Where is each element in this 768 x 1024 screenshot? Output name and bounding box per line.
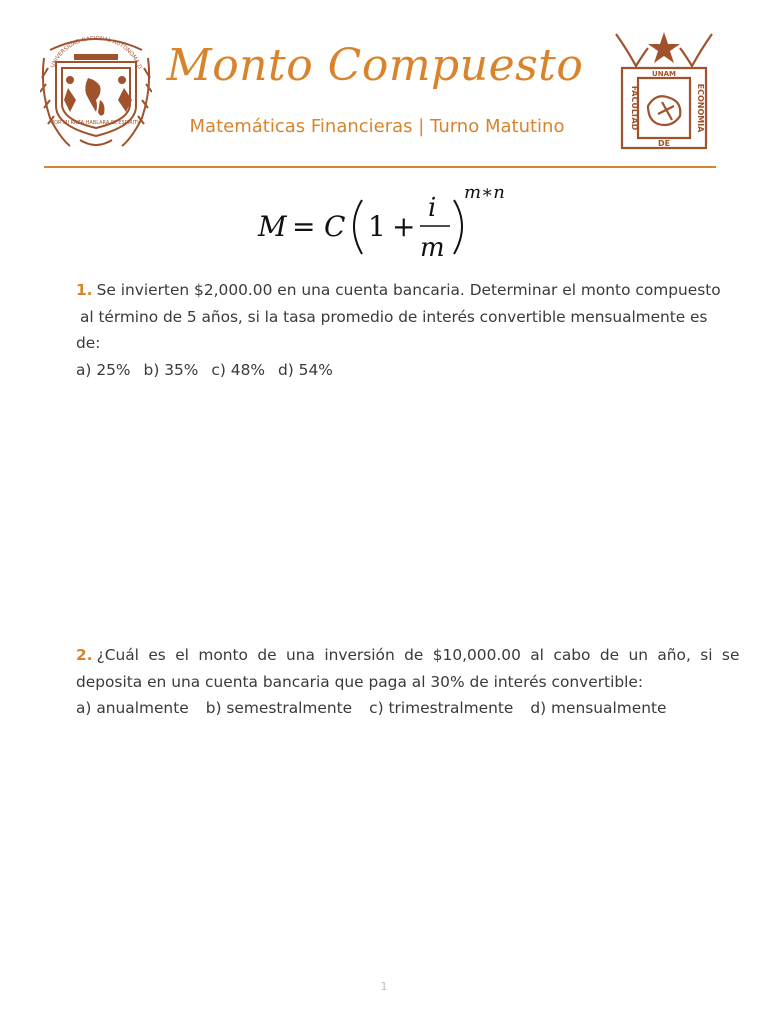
problem-1-option-b: b) 35% [143, 360, 199, 379]
problem-1-line-1 [76, 277, 721, 304]
svg-text:UNIVERSIDAD NACIONAL AUTONOMA [40, 28, 142, 70]
formula-denominator: m [420, 233, 445, 263]
formula-equals: = [292, 210, 316, 243]
unam-motto: POR MI RAZA HABLARA EL ESPIRITU [51, 120, 141, 126]
problem-1 [76, 277, 721, 383]
problem-1-option-d: d) 54% [278, 360, 333, 379]
problem-2-line-1 [76, 642, 740, 669]
header-divider [44, 166, 716, 168]
problem-2-options [76, 695, 690, 722]
problem-2-option-d: d) mensualmente [530, 699, 667, 717]
facultad-de-economia-icon [612, 28, 716, 152]
problem-1-options [76, 357, 690, 384]
logo-text-de: DE [657, 139, 671, 148]
formula-lhs: M [258, 210, 287, 243]
problem-1-text-1: Se invierten $2,000.00 en una cuenta bancaria. Determinar el monto compuesto [96, 281, 721, 299]
formula-capital: C [324, 210, 346, 243]
formula-exponent: m∗n [464, 182, 505, 203]
page-title: Monto Compuesto [166, 40, 584, 91]
problem-1-option-c: c) 48% [211, 360, 265, 379]
unam-logo [40, 28, 152, 152]
unam-shield-icon [40, 28, 152, 152]
problem-1-text-2: al término de 5 años, si la tasa promedio de interés convertible mensualmente es [80, 307, 708, 326]
right-paren-icon [454, 200, 462, 254]
unam-banner-text: UNIVERSIDAD NACIONAL AUTONOMA D [50, 35, 143, 70]
left-paren-icon [354, 200, 362, 254]
problem-1-line-2 [76, 304, 708, 331]
problem-2-text-1: ¿Cuál es el monto de una inversión de $10,000.00 al cabo de un año, si se [96, 646, 740, 664]
problem-2-option-b: b) semestralmente [205, 699, 353, 717]
page-subtitle: Matemáticas Financieras | Turno Matutino [189, 116, 565, 137]
problem-2-text-2: deposita en una cuenta bancaria que paga al 30% de interés convertible: [76, 672, 644, 691]
logo-text-economia: ECONOMIA [696, 83, 705, 133]
problem-2-option-a: a) anualmente [76, 699, 189, 717]
formula-numerator: i [428, 193, 437, 223]
problem-2 [76, 642, 740, 722]
formula-plus: + [392, 210, 416, 243]
star-icon [648, 32, 680, 63]
compound-amount-formula [250, 176, 530, 266]
facultad-economia-logo [612, 28, 716, 152]
formula-one: 1 [368, 210, 386, 243]
logo-text-unam: UNAM [652, 70, 676, 78]
problem-1-option-a: a) 25% [76, 360, 131, 379]
problem-1-text-3: de: [76, 334, 101, 352]
page-number: 1 [380, 980, 388, 993]
logo-text-facultad: FACULTAD [630, 85, 639, 131]
problem-1-line-3 [76, 330, 690, 357]
problem-2-option-c: c) trimestralmente [369, 699, 514, 717]
problem-2-number: 2. [76, 646, 93, 664]
problem-1-number: 1. [76, 281, 93, 299]
problem-2-line-2 [76, 669, 690, 696]
